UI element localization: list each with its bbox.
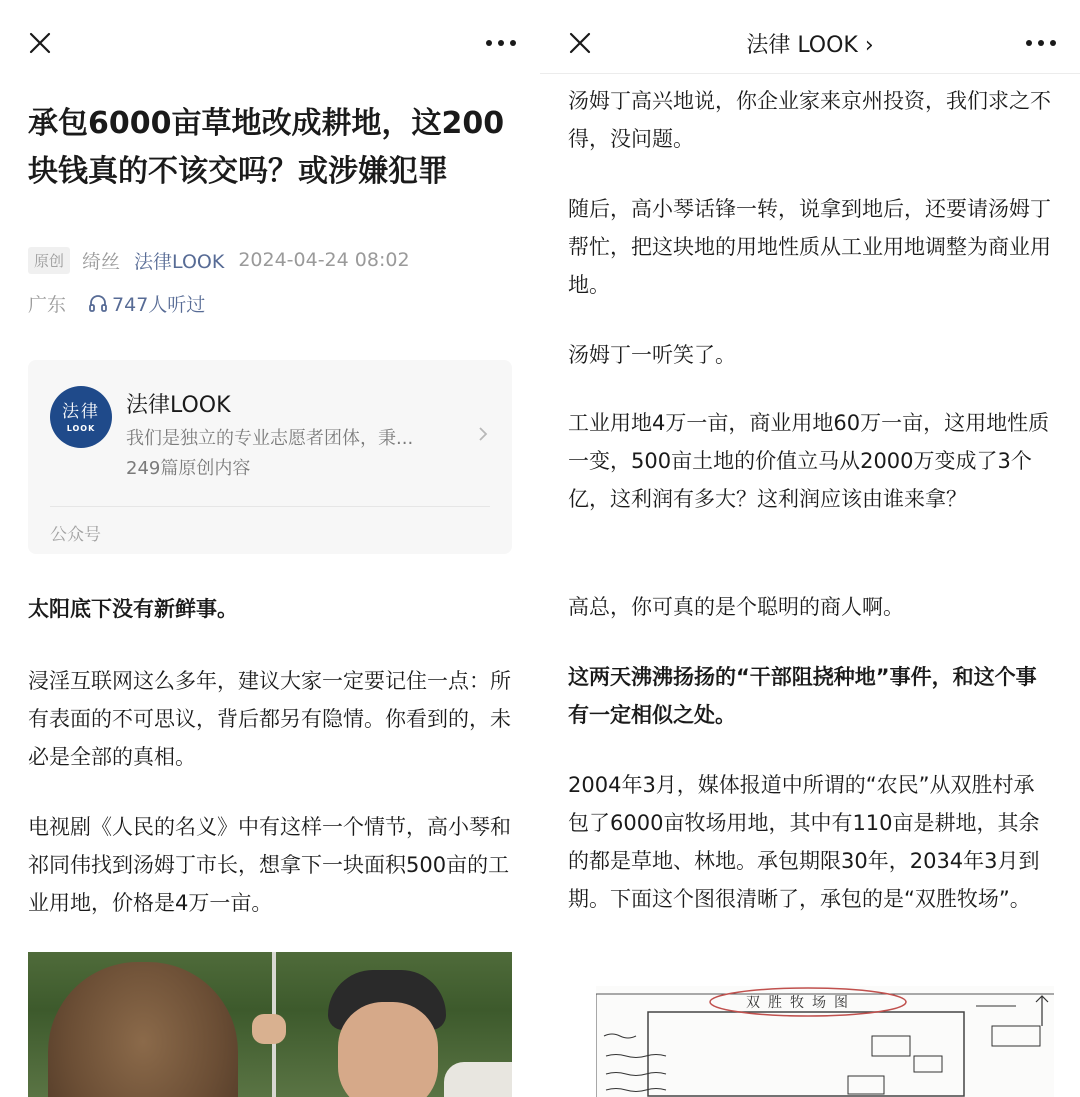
more-options-icon[interactable] bbox=[486, 40, 516, 48]
image-figure bbox=[338, 1002, 438, 1097]
article-panel-right bbox=[540, 0, 1080, 1097]
account-card[interactable] bbox=[28, 360, 512, 554]
avatar-logo-text: 法律 bbox=[62, 401, 100, 422]
author-name: 绮丝 bbox=[82, 250, 121, 273]
paragraph: 浸淫互联网这么多年，建议大家一定要记住一点：所有表面的不可思议，背后都另有隐情。你看到的，未必是全部的真相。 bbox=[28, 669, 511, 769]
listen-count[interactable]: 747人听过 bbox=[112, 293, 206, 316]
paragraph: 太阳底下没有新鲜事。 bbox=[28, 597, 238, 621]
close-icon[interactable] bbox=[28, 31, 52, 55]
map-title: 双胜牧场图 bbox=[746, 995, 856, 1011]
image-figure bbox=[252, 1014, 286, 1044]
account-type-label: 公众号 bbox=[50, 525, 101, 545]
original-tag: 原创 bbox=[28, 247, 70, 274]
account-name: 法律LOOK bbox=[126, 393, 231, 418]
image-figure bbox=[48, 962, 238, 1097]
paragraph: 工业用地4万一亩，商业用地60万一亩，这用地性质一变，500亩土地的价值立马从2000万变成了3个亿，这利润有多大？这利润应该由谁来拿？ bbox=[568, 411, 1050, 511]
top-bar bbox=[540, 0, 1080, 74]
divider bbox=[50, 506, 490, 507]
image-figure bbox=[444, 1062, 512, 1097]
top-bar bbox=[0, 0, 540, 88]
account-title: 法律 LOOK bbox=[746, 33, 858, 58]
paragraph: 2004年3月，媒体报道中所谓的“农民”从双胜村承包了6000亩牧场用地，其中有110亩是耕地，其余的都是草地、林地。承包期限30年，2034年3月到期。下面这个图很清晰了，承包的是“双胜牧场”。 bbox=[568, 773, 1040, 911]
paragraph: 高总，你可真的是个聪明的商人啊。 bbox=[568, 595, 904, 619]
article-meta bbox=[28, 244, 410, 276]
article-meta-secondary bbox=[28, 287, 205, 319]
tv-drama-still-image bbox=[28, 952, 512, 1097]
chevron-right-icon: › bbox=[864, 33, 874, 58]
avatar bbox=[50, 386, 112, 448]
account-description: 我们是独立的专业志愿者团体，秉... bbox=[126, 428, 414, 449]
avatar-logo-subtext: LOOK bbox=[66, 423, 96, 433]
paragraph: 随后，高小琴话锋一转，说拿到地后，还要请汤姆丁帮忙，把这块地的用地性质从工业用地调整为商业用地。 bbox=[568, 197, 1051, 297]
publish-datetime: 2024-04-24 08:02 bbox=[238, 249, 410, 271]
chevron-right-icon bbox=[476, 424, 490, 444]
article-count: 249篇原创内容 bbox=[126, 458, 251, 479]
pasture-map-image bbox=[596, 986, 1054, 1097]
account-link[interactable]: 法律LOOK bbox=[134, 250, 225, 273]
region: 广东 bbox=[28, 293, 67, 316]
paragraph: 电视剧《人民的名义》中有这样一个情节，高小琴和祁同伟找到汤姆丁市长，想拿下一块面积500亩的工业用地，价格是4万一亩。 bbox=[28, 815, 511, 915]
headphone-icon[interactable] bbox=[88, 293, 108, 313]
paragraph: 汤姆丁高兴地说，你企业家来京州投资，我们求之不得，没问题。 bbox=[568, 89, 1051, 151]
paragraph: 这两天沸沸扬扬的“干部阻挠种地”事件，和这个事有一定相似之处。 bbox=[568, 665, 1037, 727]
account-title-link[interactable] bbox=[540, 28, 1080, 59]
article-title: 承包6000亩草地改成耕地，这200块钱真的不该交吗？或涉嫌犯罪 bbox=[28, 106, 505, 189]
more-options-icon[interactable] bbox=[1026, 40, 1056, 48]
paragraph: 汤姆丁一听笑了。 bbox=[568, 343, 736, 367]
